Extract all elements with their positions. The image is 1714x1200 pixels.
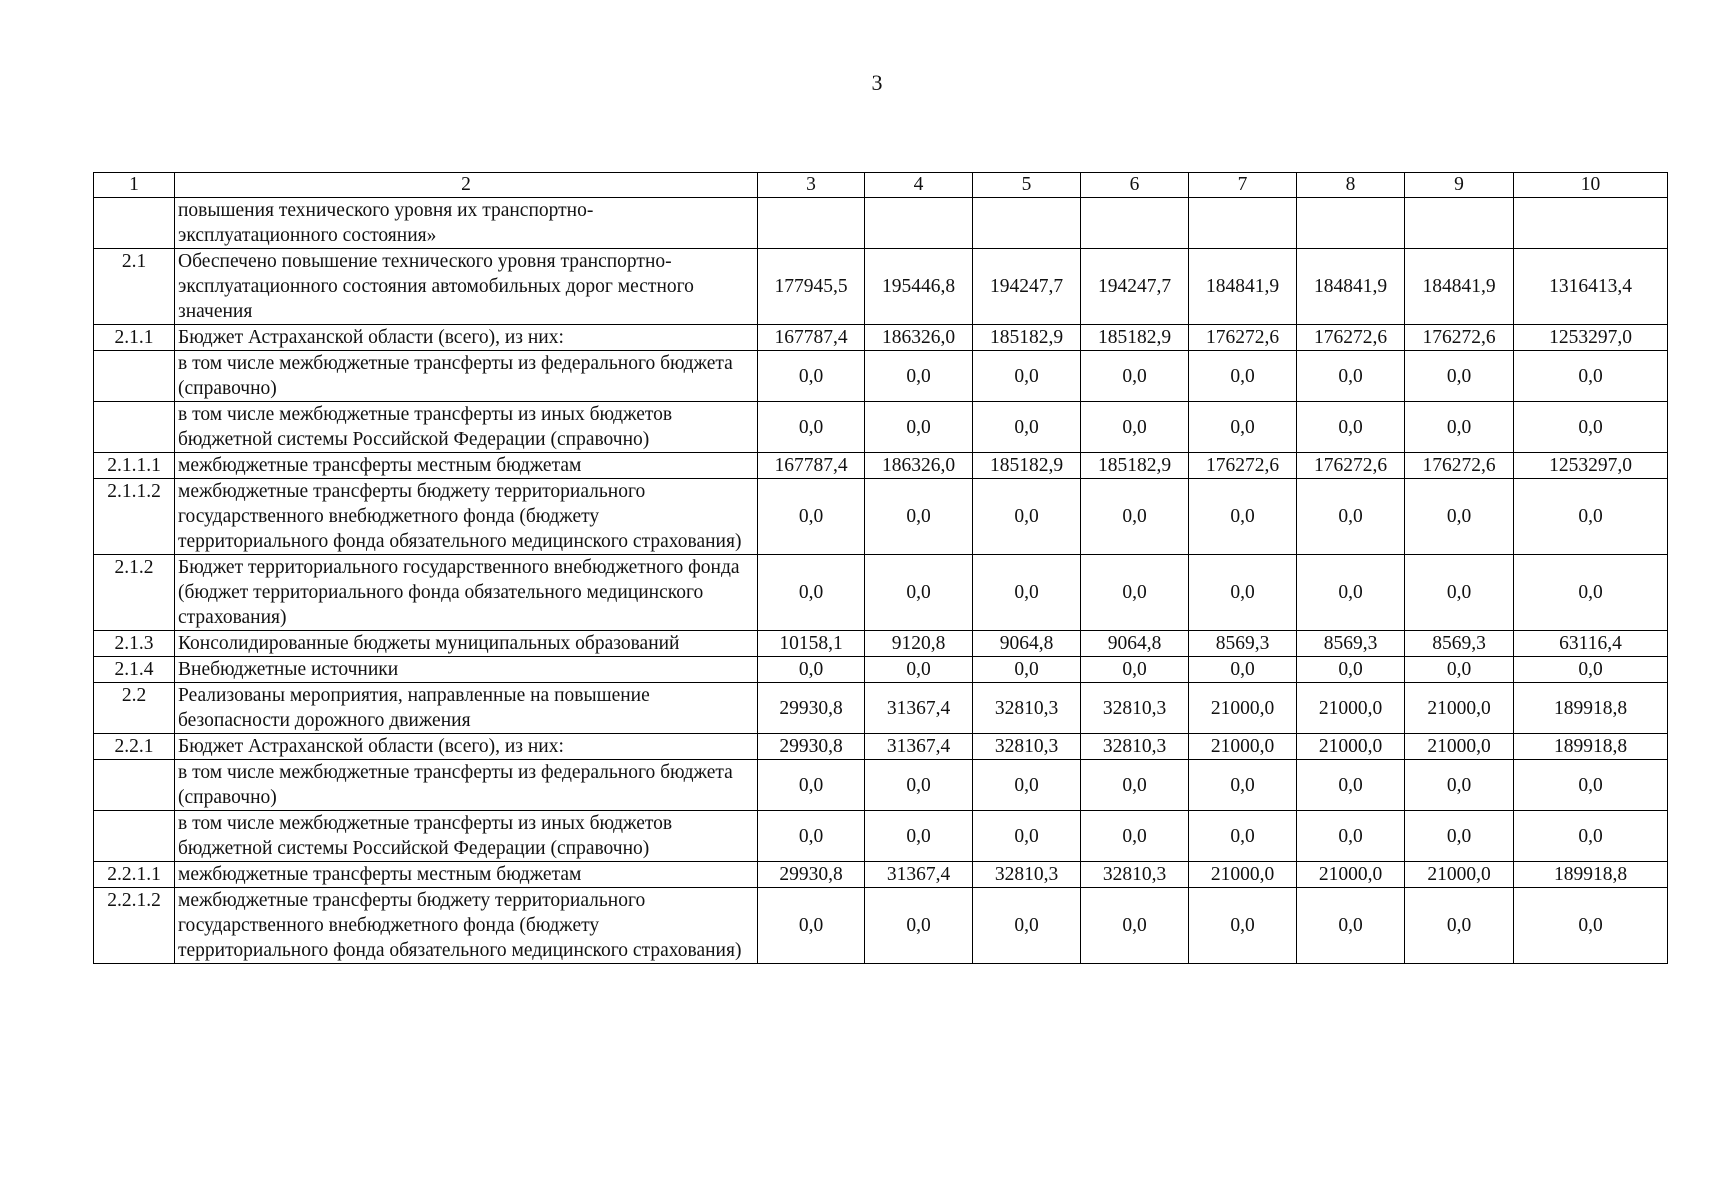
row-description: Обеспечено повышение технического уровня транспортно-эксплуатационного состояния автомобильных дорог местного значения	[175, 249, 758, 325]
row-total-value: 0,0	[1514, 479, 1668, 555]
row-year-value: 194247,7	[1081, 249, 1189, 325]
row-year-value: 21000,0	[1297, 862, 1405, 888]
row-year-value	[758, 198, 865, 249]
row-year-value: 0,0	[758, 657, 865, 683]
row-year-value	[1297, 198, 1405, 249]
row-year-value: 31367,4	[865, 734, 973, 760]
row-year-value: 0,0	[865, 811, 973, 862]
table-row	[94, 555, 1668, 631]
table-row	[94, 734, 1668, 760]
row-year-value: 0,0	[973, 760, 1081, 811]
row-year-value: 0,0	[758, 811, 865, 862]
row-year-value: 0,0	[1405, 555, 1514, 631]
row-year-value: 0,0	[865, 760, 973, 811]
table-row	[94, 811, 1668, 862]
row-code: 2.1.1	[94, 325, 175, 351]
row-year-value: 0,0	[1297, 402, 1405, 453]
row-year-value: 0,0	[973, 888, 1081, 964]
row-year-value: 21000,0	[1189, 683, 1297, 734]
row-year-value	[1189, 198, 1297, 249]
row-year-value: 0,0	[865, 555, 973, 631]
row-total-value: 63116,4	[1514, 631, 1668, 657]
row-code	[94, 402, 175, 453]
row-year-value: 186326,0	[865, 453, 973, 479]
row-year-value: 0,0	[1189, 402, 1297, 453]
row-description: повышения технического уровня их транспортно-эксплуатационного состояния»	[175, 198, 758, 249]
row-year-value: 0,0	[865, 479, 973, 555]
row-year-value: 185182,9	[1081, 453, 1189, 479]
row-code: 2.1	[94, 249, 175, 325]
row-code: 2.2	[94, 683, 175, 734]
row-year-value: 0,0	[1297, 657, 1405, 683]
row-year-value: 0,0	[973, 657, 1081, 683]
row-year-value: 0,0	[1297, 351, 1405, 402]
row-year-value: 31367,4	[865, 862, 973, 888]
row-description: Внебюджетные источники	[175, 657, 758, 683]
row-description: Реализованы мероприятия, направленные на повышение безопасности дорожного движения	[175, 683, 758, 734]
row-year-value: 29930,8	[758, 734, 865, 760]
row-year-value: 32810,3	[1081, 862, 1189, 888]
row-year-value: 21000,0	[1189, 862, 1297, 888]
table-row	[94, 351, 1668, 402]
row-year-value: 0,0	[1189, 888, 1297, 964]
header-cell: 2	[175, 173, 758, 198]
row-year-value: 0,0	[973, 555, 1081, 631]
row-year-value: 0,0	[1189, 555, 1297, 631]
table-row	[94, 198, 1668, 249]
row-total-value: 0,0	[1514, 555, 1668, 631]
row-year-value: 0,0	[1405, 402, 1514, 453]
page-number: 3	[871, 70, 883, 95]
row-total-value	[1514, 198, 1668, 249]
row-year-value: 0,0	[1081, 479, 1189, 555]
header-cell: 6	[1081, 173, 1189, 198]
table-row	[94, 631, 1668, 657]
table-row	[94, 325, 1668, 351]
row-description: в том числе межбюджетные трансферты из иных бюджетов бюджетной системы Российской Федерации (справочно)	[175, 402, 758, 453]
row-year-value: 194247,7	[973, 249, 1081, 325]
row-description: Консолидированные бюджеты муниципальных образований	[175, 631, 758, 657]
header-cell: 8	[1297, 173, 1405, 198]
row-year-value: 176272,6	[1189, 325, 1297, 351]
row-year-value: 0,0	[1405, 811, 1514, 862]
header-cell: 3	[758, 173, 865, 198]
row-description: в том числе межбюджетные трансферты из федерального бюджета (справочно)	[175, 351, 758, 402]
row-year-value	[865, 198, 973, 249]
row-total-value: 0,0	[1514, 811, 1668, 862]
row-year-value: 0,0	[1297, 555, 1405, 631]
row-year-value: 176272,6	[1297, 453, 1405, 479]
row-year-value: 0,0	[1405, 657, 1514, 683]
row-year-value: 21000,0	[1405, 683, 1514, 734]
table-row	[94, 683, 1668, 734]
row-year-value: 8569,3	[1189, 631, 1297, 657]
row-year-value: 176272,6	[1405, 325, 1514, 351]
row-year-value: 0,0	[758, 479, 865, 555]
row-year-value: 32810,3	[973, 862, 1081, 888]
table-row	[94, 479, 1668, 555]
row-year-value: 8569,3	[1405, 631, 1514, 657]
row-year-value: 32810,3	[1081, 734, 1189, 760]
row-total-value: 189918,8	[1514, 683, 1668, 734]
row-year-value: 185182,9	[973, 325, 1081, 351]
row-year-value	[1405, 198, 1514, 249]
row-year-value: 10158,1	[758, 631, 865, 657]
row-year-value: 184841,9	[1297, 249, 1405, 325]
row-year-value: 0,0	[1081, 657, 1189, 683]
row-code: 2.1.4	[94, 657, 175, 683]
row-total-value: 0,0	[1514, 351, 1668, 402]
row-year-value: 186326,0	[865, 325, 973, 351]
row-description: Бюджет Астраханской области (всего), из них:	[175, 325, 758, 351]
row-year-value: 0,0	[1297, 479, 1405, 555]
row-description: межбюджетные трансферты бюджету территориального государственного внебюджетного фонда (бюджету территориального фонда обязательного медицинского страхования)	[175, 888, 758, 964]
table-row	[94, 657, 1668, 683]
row-year-value: 32810,3	[973, 683, 1081, 734]
row-year-value: 176272,6	[1297, 325, 1405, 351]
row-year-value: 195446,8	[865, 249, 973, 325]
row-year-value: 0,0	[758, 555, 865, 631]
row-description: межбюджетные трансферты местным бюджетам	[175, 453, 758, 479]
table-row	[94, 249, 1668, 325]
row-year-value: 184841,9	[1189, 249, 1297, 325]
row-total-value: 1316413,4	[1514, 249, 1668, 325]
row-year-value	[973, 198, 1081, 249]
row-year-value: 0,0	[973, 351, 1081, 402]
row-year-value: 0,0	[973, 402, 1081, 453]
row-year-value: 0,0	[1189, 351, 1297, 402]
row-year-value: 0,0	[1297, 888, 1405, 964]
header-cell: 10	[1514, 173, 1668, 198]
row-year-value: 0,0	[1081, 402, 1189, 453]
row-description: межбюджетные трансферты местным бюджетам	[175, 862, 758, 888]
row-year-value: 185182,9	[973, 453, 1081, 479]
row-year-value: 177945,5	[758, 249, 865, 325]
row-year-value: 0,0	[1081, 760, 1189, 811]
row-year-value: 21000,0	[1405, 734, 1514, 760]
row-code: 2.1.1.2	[94, 479, 175, 555]
budget-table	[93, 172, 1668, 964]
row-total-value: 189918,8	[1514, 862, 1668, 888]
row-year-value: 0,0	[1297, 760, 1405, 811]
header-cell: 4	[865, 173, 973, 198]
row-year-value: 29930,8	[758, 683, 865, 734]
row-year-value: 0,0	[758, 351, 865, 402]
row-year-value: 0,0	[865, 888, 973, 964]
row-year-value: 176272,6	[1189, 453, 1297, 479]
row-year-value: 0,0	[1081, 555, 1189, 631]
row-code: 2.2.1	[94, 734, 175, 760]
row-year-value: 32810,3	[973, 734, 1081, 760]
row-year-value: 9064,8	[973, 631, 1081, 657]
row-total-value: 189918,8	[1514, 734, 1668, 760]
row-year-value: 0,0	[1405, 760, 1514, 811]
row-year-value: 0,0	[1189, 657, 1297, 683]
row-year-value: 0,0	[1297, 811, 1405, 862]
row-year-value	[1081, 198, 1189, 249]
row-description: в том числе межбюджетные трансферты из иных бюджетов бюджетной системы Российской Федерации (справочно)	[175, 811, 758, 862]
row-total-value: 0,0	[1514, 657, 1668, 683]
row-description: Бюджет Астраханской области (всего), из них:	[175, 734, 758, 760]
row-description: в том числе межбюджетные трансферты из федерального бюджета (справочно)	[175, 760, 758, 811]
row-year-value: 21000,0	[1297, 734, 1405, 760]
row-total-value: 1253297,0	[1514, 453, 1668, 479]
row-code: 2.1.2	[94, 555, 175, 631]
row-year-value: 21000,0	[1189, 734, 1297, 760]
row-total-value: 0,0	[1514, 760, 1668, 811]
row-year-value: 0,0	[973, 811, 1081, 862]
row-year-value: 0,0	[1189, 479, 1297, 555]
row-year-value: 0,0	[758, 888, 865, 964]
row-description: Бюджет территориального государственного внебюджетного фонда (бюджет территориального фонда обязательного медицинского страхования)	[175, 555, 758, 631]
row-year-value: 31367,4	[865, 683, 973, 734]
row-code	[94, 760, 175, 811]
table-body	[94, 173, 1668, 964]
row-code: 2.2.1.2	[94, 888, 175, 964]
row-year-value: 176272,6	[1405, 453, 1514, 479]
row-year-value: 185182,9	[1081, 325, 1189, 351]
table-row	[94, 453, 1668, 479]
row-code: 2.2.1.1	[94, 862, 175, 888]
row-year-value: 21000,0	[1297, 683, 1405, 734]
row-code: 2.1.3	[94, 631, 175, 657]
row-total-value: 0,0	[1514, 402, 1668, 453]
header-row	[94, 173, 1668, 198]
table-row	[94, 862, 1668, 888]
row-year-value: 0,0	[1189, 811, 1297, 862]
row-code	[94, 198, 175, 249]
row-year-value: 21000,0	[1405, 862, 1514, 888]
row-description: межбюджетные трансферты бюджету территориального государственного внебюджетного фонда (бюджету территориального фонда обязательного медицинского страхования)	[175, 479, 758, 555]
row-year-value: 0,0	[865, 351, 973, 402]
row-year-value: 0,0	[1189, 760, 1297, 811]
row-total-value: 0,0	[1514, 888, 1668, 964]
row-code	[94, 811, 175, 862]
row-year-value: 9120,8	[865, 631, 973, 657]
row-code	[94, 351, 175, 402]
row-year-value: 0,0	[1081, 811, 1189, 862]
row-total-value: 1253297,0	[1514, 325, 1668, 351]
header-cell: 9	[1405, 173, 1514, 198]
row-year-value: 167787,4	[758, 325, 865, 351]
row-year-value: 0,0	[1081, 351, 1189, 402]
header-cell: 7	[1189, 173, 1297, 198]
row-year-value: 0,0	[865, 402, 973, 453]
row-year-value: 0,0	[973, 479, 1081, 555]
header-cell: 5	[973, 173, 1081, 198]
table-row	[94, 402, 1668, 453]
header-cell: 1	[94, 173, 175, 198]
row-year-value: 0,0	[1405, 479, 1514, 555]
row-year-value: 8569,3	[1297, 631, 1405, 657]
row-year-value: 0,0	[758, 760, 865, 811]
row-year-value: 184841,9	[1405, 249, 1514, 325]
table-row	[94, 888, 1668, 964]
row-year-value: 0,0	[1405, 351, 1514, 402]
row-year-value: 9064,8	[1081, 631, 1189, 657]
row-code: 2.1.1.1	[94, 453, 175, 479]
row-year-value: 0,0	[758, 402, 865, 453]
row-year-value: 0,0	[1081, 888, 1189, 964]
row-year-value: 29930,8	[758, 862, 865, 888]
row-year-value: 0,0	[865, 657, 973, 683]
row-year-value: 0,0	[1405, 888, 1514, 964]
row-year-value: 167787,4	[758, 453, 865, 479]
table-row	[94, 760, 1668, 811]
row-year-value: 32810,3	[1081, 683, 1189, 734]
